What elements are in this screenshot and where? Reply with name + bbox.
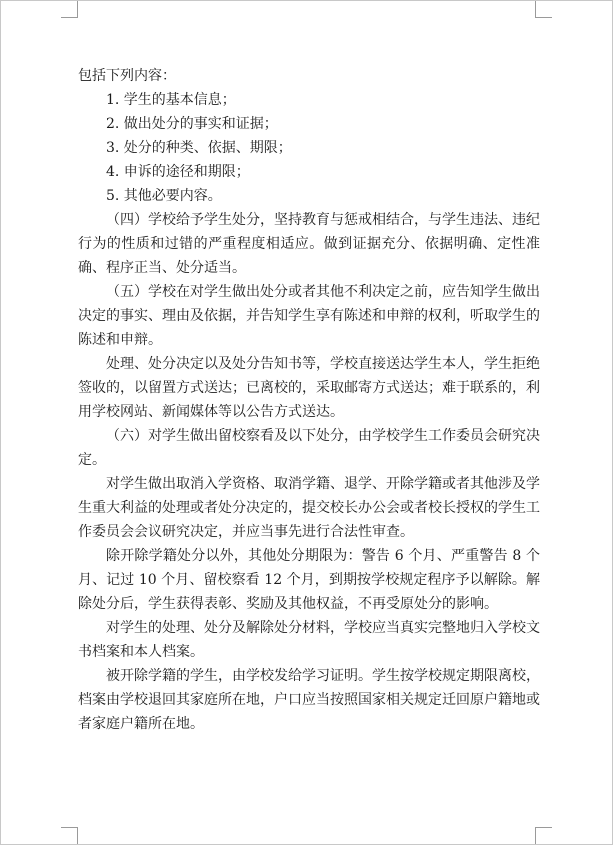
paragraph-major-decisions: 对学生做出取消入学资格、取消学籍、退学、开除学籍或者其他涉及学生重大利益的处理或者处分决定的，提交校长办公会或者校长授权的学生工作委员会会议研究决定，并应当事先进行合法性审查。 [78, 476, 540, 540]
document-body [78, 64, 540, 736]
list-item: 5. 其他必要内容。 [106, 188, 222, 204]
page-corner-mark-bottom-left [61, 827, 78, 844]
page-corner-mark-top-right [535, 1, 552, 18]
paragraph-expelled-students: 被开除学籍的学生，由学校发给学习证明。学生按学校规定期限离校，档案由学校退回其家庭所在地，户口应当按照国家相关规定迁回原户籍地或者家庭户籍所在地。 [78, 668, 540, 732]
list-item: 1. 学生的基本信息； [106, 92, 236, 108]
paragraph-section-4: （四）学校给予学生处分，坚持教育与惩戒相结合，与学生违法、违纪行为的性质和过错的严重程度相适应。做到证据充分、依据明确、定性准确、程序正当、处分适当。 [78, 212, 540, 276]
page-corner-mark-bottom-right [535, 827, 552, 844]
list-item: 3. 处分的种类、依据、期限； [106, 140, 292, 156]
page-corner-mark-top-left [61, 1, 78, 18]
paragraph-section-5: （五）学校在对学生做出处分或者其他不利决定之前，应告知学生做出决定的事实、理由及依据，并告知学生享有陈述和申辩的权利，听取学生的陈述和申辩。 [78, 284, 540, 348]
paragraph-delivery: 处理、处分决定以及处分告知书等，学校直接送达学生本人，学生拒绝签收的，以留置方式送达；已离校的，采取邮寄方式送达；难于联系的，利用学校网站、新闻媒体等以公告方式送达。 [78, 356, 540, 420]
list-item: 2. 做出处分的事实和证据； [106, 116, 278, 132]
paragraph-section-6: （六）对学生做出留校察看及以下处分，由学校学生工作委员会研究决定。 [78, 428, 540, 468]
intro-line: 包括下列内容： [78, 68, 176, 84]
list-item: 4. 申诉的途径和期限； [106, 164, 250, 180]
paragraph-archives: 对学生的处理、处分及解除处分材料，学校应当真实完整地归入学校文书档案和本人档案。 [78, 620, 540, 660]
paragraph-penalty-periods: 除开除学籍处分以外，其他处分期限为：警告 6 个月、严重警告 8 个月、记过 10 个月、留校察看 12 个月，到期按学校规定程序予以解除。解除处分后，学生获得表彰、奖励及其他权益，不再受原处分的影响。 [78, 548, 540, 612]
